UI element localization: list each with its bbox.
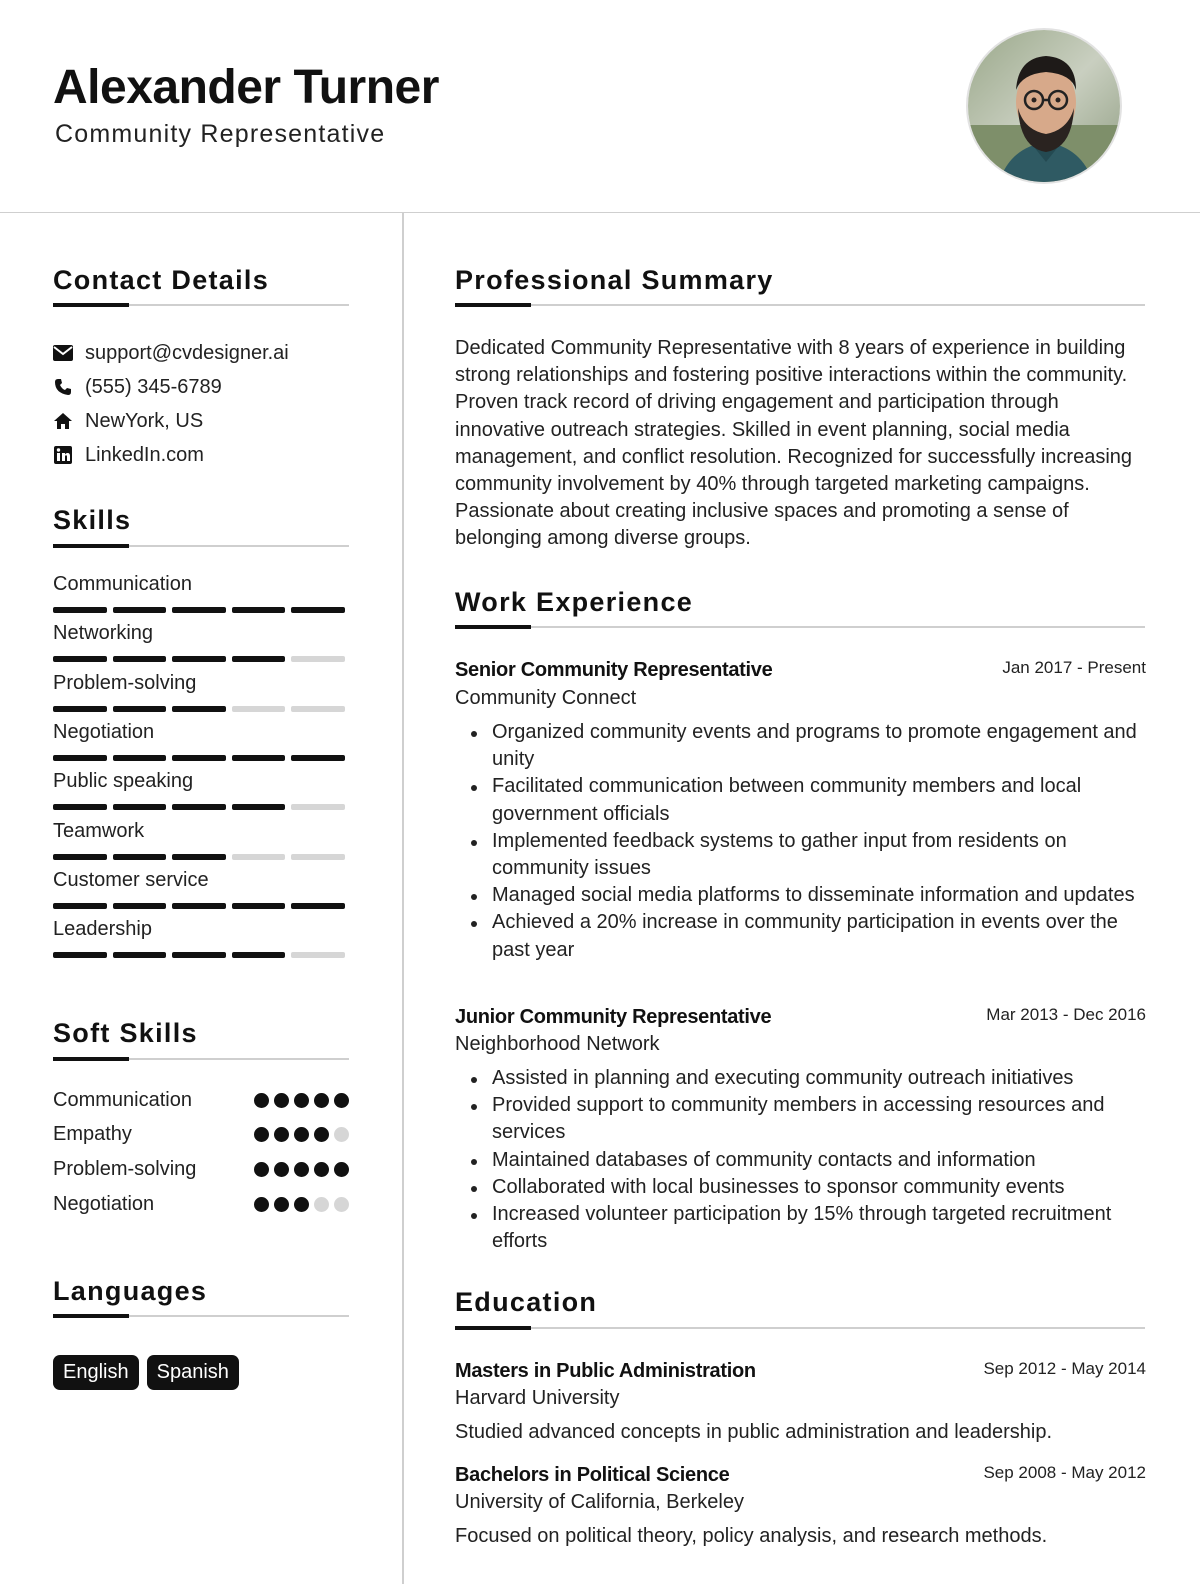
list-item: Increased volunteer participation by 15% through targeted recruitment efforts [455, 1201, 1145, 1255]
skill-level-bar [53, 656, 349, 662]
envelope-icon [53, 343, 73, 363]
list-item: Managed social media platforms to disseminate information and updates [455, 882, 1145, 909]
skill-level-segment [53, 706, 107, 712]
education-description: Focused on political theory, policy analysis, and research methods. [455, 1525, 1048, 1547]
contact-location [53, 407, 203, 435]
contact-section-rule [53, 304, 349, 306]
rating-dot [294, 1127, 309, 1142]
skill-level-segment [172, 952, 226, 958]
contact-phone[interactable] [53, 373, 222, 401]
skill-level-segment [291, 903, 345, 909]
skill-level-segment [113, 903, 167, 909]
avatar-photo-icon [968, 30, 1122, 184]
skill-item [53, 573, 349, 613]
education-school: Harvard University [455, 1387, 620, 1409]
rating-dot [334, 1093, 349, 1108]
phone-icon [53, 377, 73, 397]
rating-dot [274, 1197, 289, 1212]
skill-label: Public speaking [53, 770, 194, 793]
contact-location-text: NewYork, US [85, 409, 204, 432]
skill-level-segment [113, 804, 167, 810]
soft-skill-rating [254, 1127, 349, 1142]
skill-level-segment [232, 952, 286, 958]
skill-item [53, 721, 349, 761]
rating-dot [274, 1162, 289, 1177]
rating-dot [274, 1093, 289, 1108]
list-item: Provided support to community members in accessing resources and services [455, 1092, 1145, 1146]
job-organization: Neighborhood Network [455, 1033, 660, 1055]
soft-skill-rating [254, 1093, 349, 1108]
list-item: Collaborated with local businesses to sponsor community events [455, 1174, 1145, 1201]
education-description: Studied advanced concepts in public administration and leadership. [455, 1421, 1053, 1443]
skill-level-segment [232, 706, 286, 712]
list-item: Assisted in planning and executing community outreach initiatives [455, 1065, 1145, 1092]
skill-label: Problem-solving [53, 671, 197, 694]
skill-level-segment [172, 854, 226, 860]
rating-dot [254, 1197, 269, 1212]
skill-level-segment [113, 952, 167, 958]
education-degree: Masters in Public Administration [455, 1360, 756, 1382]
soft-skill-item [53, 1155, 349, 1183]
skill-level-segment [291, 706, 345, 712]
skill-item [53, 770, 349, 810]
language-badge: Spanish [147, 1355, 239, 1390]
list-item: Maintained databases of community contacts and information [455, 1147, 1145, 1174]
skill-level-segment [232, 755, 286, 761]
skill-label: Customer service [53, 868, 209, 891]
skill-item [53, 622, 349, 662]
rating-dot [334, 1162, 349, 1177]
skill-level-segment [53, 656, 107, 662]
rating-dot [274, 1127, 289, 1142]
language-badge: English [53, 1355, 139, 1390]
education-date: Sep 2012 - May 2014 [983, 1359, 1146, 1378]
skill-item [53, 820, 349, 860]
column-divider [402, 213, 404, 1584]
skill-level-segment [291, 607, 345, 613]
soft-skill-item [53, 1121, 349, 1149]
skill-item [53, 918, 349, 958]
rating-dot [314, 1162, 329, 1177]
work-section-title: Work Experience [455, 587, 694, 617]
linkedin-icon [53, 445, 73, 465]
list-item: Facilitated communication between community members and local government officials [455, 773, 1145, 827]
rating-dot [254, 1127, 269, 1142]
resume-header [0, 0, 1200, 213]
rating-dot [254, 1093, 269, 1108]
skill-level-segment [291, 952, 345, 958]
soft-skill-item [53, 1086, 349, 1114]
skill-level-bar [53, 607, 349, 613]
skill-level-segment [291, 804, 345, 810]
job-date: Jan 2017 - Present [1002, 658, 1146, 677]
rating-dot [314, 1197, 329, 1212]
skill-item [53, 672, 349, 712]
skill-level-segment [53, 854, 107, 860]
contact-linkedin[interactable] [53, 441, 204, 469]
soft-skill-item [53, 1190, 349, 1218]
avatar [966, 28, 1122, 184]
skill-level-bar [53, 804, 349, 810]
list-item: Organized community events and programs to promote engagement and unity [455, 719, 1145, 773]
soft-skill-label: Negotiation [53, 1192, 155, 1215]
skills-section-rule [53, 545, 349, 547]
skills-section-title: Skills [53, 505, 132, 535]
summary-section-title: Professional Summary [455, 265, 774, 295]
job-organization: Community Connect [455, 687, 637, 709]
rating-dot [294, 1197, 309, 1212]
contact-phone-text: (555) 345-6789 [85, 375, 222, 398]
languages-section-rule [53, 1315, 349, 1317]
soft-skill-rating [254, 1197, 349, 1212]
skill-level-bar [53, 903, 349, 909]
home-icon [53, 411, 73, 431]
skill-label: Teamwork [53, 819, 145, 842]
skill-level-segment [291, 854, 345, 860]
skill-level-segment [113, 656, 167, 662]
contact-linkedin-text: LinkedIn.com [85, 443, 204, 466]
skill-level-bar [53, 706, 349, 712]
skill-level-segment [232, 804, 286, 810]
skill-level-segment [232, 854, 286, 860]
skill-level-segment [53, 952, 107, 958]
skill-level-segment [172, 607, 226, 613]
skill-level-segment [113, 706, 167, 712]
rating-dot [314, 1127, 329, 1142]
education-section-rule [455, 1327, 1145, 1329]
skill-level-segment [172, 903, 226, 909]
rating-dot [334, 1127, 349, 1142]
skill-level-segment [232, 903, 286, 909]
rating-dot [294, 1093, 309, 1108]
rating-dot [334, 1197, 349, 1212]
contact-section-title: Contact Details [53, 265, 270, 295]
education-degree: Bachelors in Political Science [455, 1464, 730, 1486]
skill-level-segment [53, 903, 107, 909]
contact-email[interactable] [53, 339, 289, 367]
languages-section-title: Languages [53, 1276, 208, 1306]
job-date: Mar 2013 - Dec 2016 [986, 1005, 1146, 1024]
skill-level-segment [53, 755, 107, 761]
soft-skill-label: Empathy [53, 1123, 132, 1146]
skill-level-bar [53, 854, 349, 860]
rating-dot [254, 1162, 269, 1177]
skill-label: Negotiation [53, 720, 155, 743]
soft-skill-label: Communication [53, 1088, 192, 1111]
skill-item [53, 869, 349, 909]
skill-level-bar [53, 755, 349, 761]
rating-dot [294, 1162, 309, 1177]
list-item: Implemented feedback systems to gather input from residents on community issues [455, 828, 1145, 882]
skill-level-segment [53, 607, 107, 613]
soft-skills-section-rule [53, 1058, 349, 1060]
list-item: Achieved a 20% increase in community participation in events over the past year [455, 909, 1145, 963]
skill-level-segment [291, 755, 345, 761]
skill-level-segment [113, 607, 167, 613]
job-bullets [455, 719, 1145, 964]
skill-level-segment [172, 656, 226, 662]
skill-level-segment [232, 607, 286, 613]
languages-list [53, 1355, 239, 1390]
summary-text: Dedicated Community Representative with 8 years of experience in building strong relationships and fostering positive interactions within the community. Proven track record of driving engagement and participation through innovative outreach strategies. Skilled in event planning, social media management, and conflict resolution. Recognized for successfully increasing community involvement by 40% through targeted marketing campaigns. Passionate about creating inclusive spaces and promoting a sense of belonging among diverse groups. [455, 337, 1133, 550]
skill-label: Networking [53, 622, 154, 645]
job-title: Senior Community Representative [455, 659, 773, 681]
candidate-name: Alexander Turner [53, 61, 439, 114]
job-bullets [455, 1065, 1145, 1255]
skill-level-segment [232, 656, 286, 662]
candidate-role: Community Representative [55, 120, 386, 148]
contact-email-text: support@cvdesigner.ai [85, 341, 289, 364]
education-school: University of California, Berkeley [455, 1491, 744, 1513]
skill-level-segment [291, 656, 345, 662]
skill-level-segment [172, 755, 226, 761]
skill-level-segment [172, 804, 226, 810]
skill-level-segment [172, 706, 226, 712]
skill-level-segment [113, 755, 167, 761]
work-section-rule [455, 626, 1145, 628]
education-date: Sep 2008 - May 2012 [983, 1463, 1146, 1482]
skill-level-segment [113, 854, 167, 860]
skill-label: Communication [53, 573, 192, 595]
skill-level-bar [53, 952, 349, 958]
skill-label: Leadership [53, 918, 152, 941]
soft-skill-rating [254, 1162, 349, 1177]
skill-level-segment [53, 804, 107, 810]
soft-skills-section-title: Soft Skills [53, 1018, 198, 1048]
summary-section-rule [455, 304, 1145, 306]
soft-skill-label: Problem-solving [53, 1157, 197, 1180]
rating-dot [314, 1093, 329, 1108]
job-title: Junior Community Representative [455, 1006, 772, 1028]
education-section-title: Education [455, 1287, 598, 1317]
